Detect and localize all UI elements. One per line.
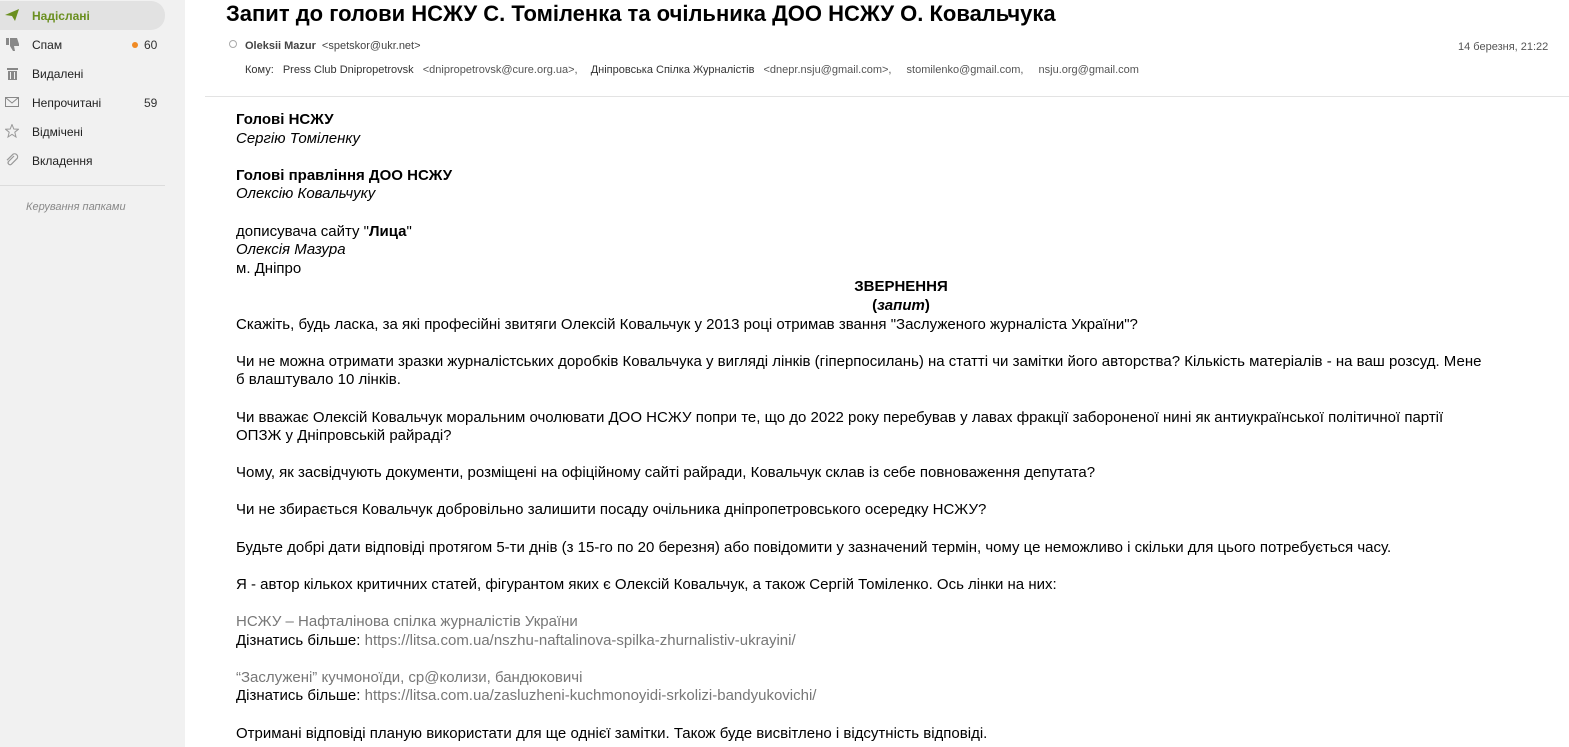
message-view <box>205 0 1569 747</box>
more-label: Дізнатись більше: <box>236 631 365 649</box>
article-link[interactable]: https://litsa.com.ua/zasluzheni-kuchmonoyidi-srkolizi-bandyukovichi/ <box>364 687 817 705</box>
addressee-name: Олексію Ковальчуку <box>236 185 376 203</box>
author-name: Олексія Мазура <box>236 241 346 259</box>
paragraph: Чи не збирається Ковальчук добровільно залишити посаду очільника дніпропетровського осередку НСЖУ? <box>236 501 987 519</box>
paperclip-icon <box>5 153 19 167</box>
paragraph: Чому, як засвідчують документи, розміщені на офіційному сайті райради, Ковальчук склав із себе повноваження депутата? <box>236 464 1096 482</box>
addressee-title: Голові НСЖУ <box>236 111 334 128</box>
article-link[interactable]: https://litsa.com.ua/nszhu-naftalinova-spilka-zhurnalistiv-ukrayini/ <box>364 631 796 649</box>
sidebar-item-spam[interactable] <box>0 30 165 59</box>
paragraph: Будьте добрі дати відповіді протягом 5-ти днів (з 15-го по 20 березня) або повідомити у зазначений термін, чому це неможливо і скільки для цього потребується часу. <box>236 538 1392 556</box>
sidebar-item-label: Видалені <box>32 67 84 81</box>
sidebar-item-label: Вкладення <box>32 154 93 168</box>
letter-heading: ЗВЕРНЕННЯ <box>854 278 948 296</box>
addressee-name: Сергію Томіленку <box>236 129 360 147</box>
sidebar-item-unread[interactable] <box>0 88 165 117</box>
sender-email[interactable]: <spetskor@ukr.net> <box>321 40 421 52</box>
trash-icon <box>5 66 19 80</box>
sidebar-item-deleted[interactable] <box>0 59 165 88</box>
recipient-email[interactable]: <dnepr.nsju@gmail.com>, <box>763 64 892 76</box>
sidebar-item-sent[interactable] <box>0 1 165 30</box>
sidebar-item-label: Спам <box>32 38 63 52</box>
paragraph: Чи не можна отримати зразки журналістських доробків Ковальчука у вигляді лінків (гіперпосилань) на статті чи замітки його авторства? Кількість матеріалів - на ваш розсуд. Мене <box>236 352 1482 370</box>
recipient-email[interactable]: <dnipropetrovsk@cure.org.ua>, <box>422 64 578 76</box>
paragraph: б влаштувало 10 лінків. <box>236 371 401 389</box>
envelope-icon <box>5 95 19 109</box>
message-date: 14 березня, 21:22 <box>1458 41 1549 53</box>
message-subject: Запит до голови НСЖУ С. Томіленка та очільника ДОО НСЖУ О. Ковальчука <box>226 1 1056 26</box>
unread-dot <box>132 42 138 48</box>
sender-row <box>229 40 421 52</box>
site-name: Лица <box>369 222 407 240</box>
message-body: Голові НСЖУ Сергію Томіленку Голові правління ДОО НСЖУ Олексію Ковальчуку дописувача сайту "Лица" Олексія Мазура м. Дніпро ЗВЕРНЕННЯ (запит) Скажіть, будь ласка, за які професійні звитяги Олексій Ковальчук у 2013 році отримав звання "Заслуженого журналіста України"? Чи не можна отримати зразки журналістських доробків Ковальчука у вигляді лінків (гіперпосилань) на статті чи замітки його авторства? Кількість матеріалів - на ваш розсуд. Мене б влаштувало 10 лінків. Чи вважає Олексій Ковальчук моральним очолювати ДОО НСЖУ попри те, що до 2022 року перебував у лавах фракції забороненої нині як антиукраїнської політичної партії ОПЗЖ у Дніпровській райраді? Чому, як засвідчують документи, розміщені на офіційному сайті райради, Ковальчук склав із себе повноваження депутата? Чи не збирається Ковальчук добровільно залишити посаду очільника дніпропетровського осередку НСЖУ? Будьте добрі дати відповіді протягом 5-ти днів (з 15-го по 20 березня) або повідомити у зазначений термін, чому це неможливо і скільки для цього потребується часу. Я - автор кількох критичних статей, фігурантом яких є Олексій Ковальчук, а також Сергій Томіленко. Ось лінки на них: НСЖУ – Нафталінова спілка журналістів України Дізнатись більше: https://litsa.com.ua/nszhu-naftalinova-spilka-zhurnalistiv-ukrayini/ “Заслужені” кучмоноїди, ср@колизи, бандюковичі Дізнатись більше: https://litsa.com.ua/zasluzheni-kuchmonoyidi-srkolizi-bandyukovichi/ Отримані відповіді планую використати для ще однієї замітки. Також буде висвітлено і відсутність відповіді. <box>236 111 1566 743</box>
article-title: “Заслужені” кучмоноїди, ср@колизи, бандюковичі <box>236 668 583 686</box>
sender-name[interactable]: Oleksii Mazur <box>245 40 316 52</box>
letter-subheading: запит <box>877 296 925 314</box>
folder-list <box>0 1 165 175</box>
star-icon <box>5 124 19 138</box>
to-label: Кому: <box>245 64 274 76</box>
recipient-email[interactable]: nsju.org@gmail.com <box>1038 64 1139 76</box>
sidebar-item-starred[interactable] <box>0 117 165 146</box>
paragraph: Я - автор кількох критичних статей, фігурантом яких є Олексій Ковальчук, а також Сергій Томіленко. Ось лінки на них: <box>236 575 1057 593</box>
addressee-title: Голові правління ДОО НСЖУ <box>236 166 453 184</box>
author-city: м. Дніпро <box>236 259 302 277</box>
recipient-name[interactable]: Press Club Dnipropetrovsk <box>282 64 414 76</box>
article-title: НСЖУ – Нафталінова спілка журналістів України <box>236 613 578 631</box>
sidebar-item-label: Відмічені <box>32 125 83 139</box>
presence-icon <box>229 40 237 48</box>
send-icon <box>5 8 19 22</box>
manage-folders-link[interactable]: Керування папками <box>26 201 126 213</box>
author-line: дописувача сайту "Лица" <box>236 222 412 240</box>
paragraph: Скажіть, будь ласка, за які професійні звитяги Олексій Ковальчук у 2013 році отримав звання "Заслуженого журналіста України"? <box>236 315 1138 333</box>
more-label: Дізнатись більше: <box>236 687 365 705</box>
divider <box>0 185 165 186</box>
paragraph: ОПЗЖ у Дніпровській райраді? <box>236 427 452 445</box>
recipient-name[interactable]: Дніпровська Спілка Журналістів <box>590 64 755 76</box>
paragraph: Чи вважає Олексій Ковальчук моральним очолювати ДОО НСЖУ попри те, що до 2022 року перебував у лавах фракції забороненої нині як антиукраїнської політичної партії <box>236 408 1444 426</box>
recipients-row <box>245 64 1139 76</box>
paragraph: Отримані відповіді планую використати для ще однієї замітки. Також буде висвітлено і відсутність відповіді. <box>236 724 988 742</box>
sidebar-item-label: Непрочитані <box>32 96 102 110</box>
spam-count: 60 <box>144 38 158 52</box>
sidebar-item-label: Надіслані <box>32 9 90 23</box>
sidebar <box>0 0 185 747</box>
sidebar-item-attachments[interactable] <box>0 146 165 175</box>
unread-count: 59 <box>144 96 158 110</box>
recipient-email[interactable]: stomilenko@gmail.com, <box>906 64 1024 76</box>
thumbs-down-icon <box>5 37 19 51</box>
header-divider <box>205 96 1569 97</box>
